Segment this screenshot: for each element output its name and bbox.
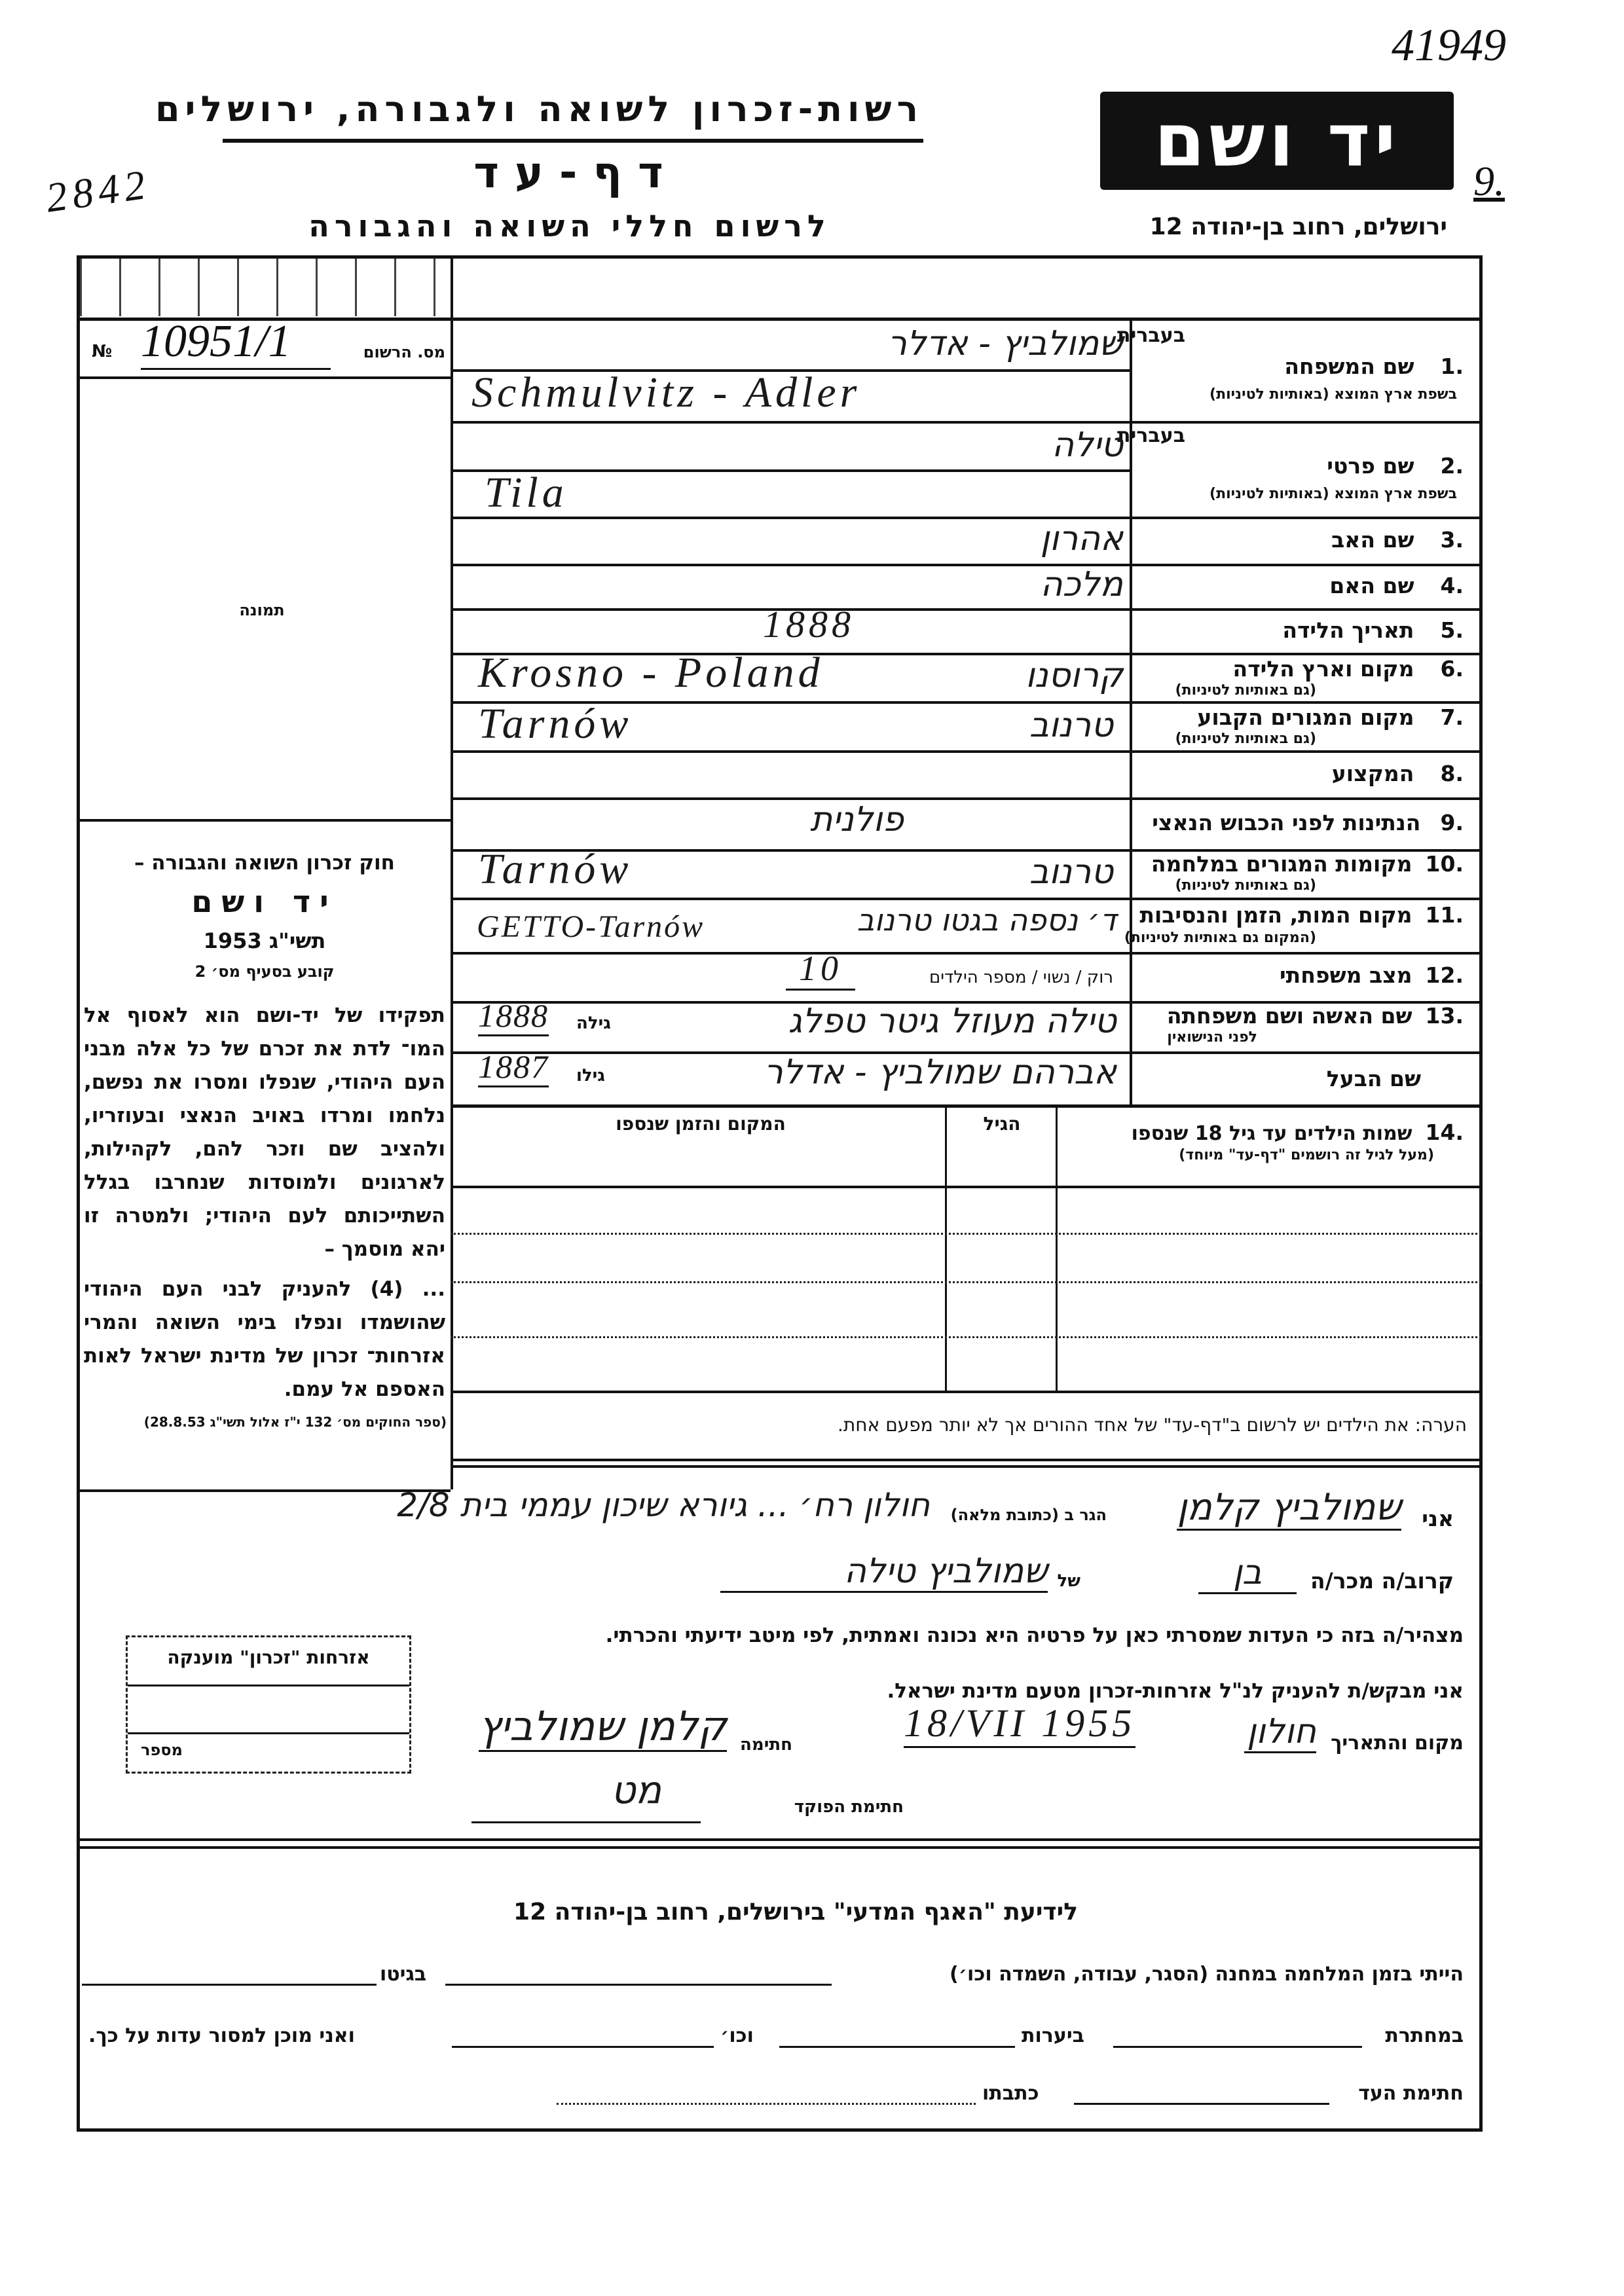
children-place-header: המקום והזמן שנספו	[616, 1113, 786, 1135]
row-line	[451, 1104, 1481, 1108]
field-5-number: .5	[1440, 617, 1464, 643]
nationality: פולנית	[810, 800, 904, 839]
field-4-text: שם האם	[1329, 573, 1414, 598]
field-2-text: שם פרטי	[1327, 453, 1414, 479]
law-citation: (ספר החוקים מס׳ 132 י"ז אלול תשי"ג 28.8.53)	[143, 1414, 447, 1430]
birthplace-latin: Krosno - Poland	[478, 649, 824, 697]
given-name-latin: Tila	[485, 469, 568, 517]
witness-signature-line	[1074, 2103, 1329, 2105]
etc-line	[452, 2046, 714, 2048]
field-1-number: .1	[1440, 354, 1464, 379]
children-names-sub: (מעל לגיל זה רושמים "דף-עד" מיוחד)	[1179, 1147, 1434, 1163]
organization-name: רשות-זכרון לשואה ולגבורה, ירושלים	[155, 88, 923, 130]
row-line	[451, 608, 1481, 611]
declaration-statement: מצהיר/ה בזה כי העדות שמסרתי כאן על פרטיה היא נכונה ואמתית, לפי מיטב ידיעתי והכרתי.	[605, 1624, 1464, 1647]
law-clause: קובע בסעיף מס׳ 2	[194, 962, 335, 981]
row-line	[451, 797, 1481, 800]
field-6-text: מקום וארץ הלידה	[1232, 656, 1414, 682]
row-line	[451, 750, 1481, 753]
husband-birth-year: 1887	[478, 1048, 549, 1087]
field-1-hebrew-header: בעברית	[1117, 324, 1185, 347]
wife-name: טילה מעוזל גיטר טפלג	[788, 1002, 1116, 1041]
death-place-latin: GETTO-Tarnów	[477, 909, 705, 944]
citizenship-request: אני מבקש/ת להעניק לנ"ל אזרחות-זכרון מטעם מדינת ישראל.	[887, 1679, 1464, 1703]
ghetto-label: בגיטו	[380, 1963, 427, 1986]
signature-label: חתימה	[740, 1735, 792, 1755]
field-9-text: הנתינות לפני הכבוש הנאצי	[1152, 810, 1421, 835]
field-11-sublabel: (המקום גם באותיות לטיניות)	[1124, 930, 1316, 946]
law-title: חוק זכרון השואה והגבורה –	[134, 851, 395, 875]
left-column-divider	[451, 318, 453, 1489]
field-3-text: שם האב	[1331, 527, 1414, 553]
children-row-line	[451, 1281, 1481, 1283]
children-row-line	[451, 1186, 1481, 1188]
field-12-number: .12	[1425, 962, 1464, 988]
law-box-bottom	[77, 1489, 451, 1492]
children-age-col-left	[945, 1104, 947, 1391]
birth-date: 1888	[763, 603, 855, 646]
row-line	[451, 952, 1481, 955]
signing-place: חולון	[1244, 1712, 1316, 1753]
field-10-label	[1151, 851, 1464, 877]
field-6-label	[1233, 656, 1464, 682]
logo-text: יד ושם	[1154, 98, 1400, 183]
address-label: הגר ב (כתובת מלאה)	[950, 1506, 1107, 1524]
ready-to-testify-label: ואני מוכן למסור עדות על כך.	[88, 2024, 355, 2047]
marital-status-options: רוק / נשוי / מספר הילדים	[929, 968, 1113, 987]
law-body-2: ... (4) להעניק לבני העם היהודי שהושמדו ונפלו בימי השואה והמרי אזרחות־ זכרון של מדינת ישראל לאות האספם אל עמם.	[84, 1277, 445, 1401]
declarant-signature: קלמן שמולביץ	[479, 1702, 727, 1752]
inspector-signature: מט	[610, 1768, 661, 1812]
section-double-line	[77, 1846, 1481, 1849]
declarant-label: אני	[1422, 1506, 1454, 1531]
surname-hebrew: שמולביץ - אדלר	[887, 324, 1123, 363]
field-13-text: שם האשה ושם משפחתה	[1166, 1003, 1412, 1029]
field-1-sublabel: בשפת ארץ המוצא (באותיות לטיניות)	[1209, 386, 1457, 403]
husband-name: אברהם שמולביץ - אדלר	[764, 1053, 1116, 1092]
field-8-number: .8	[1440, 761, 1464, 786]
field-7-number: .7	[1440, 704, 1464, 730]
field-10-number: .10	[1425, 851, 1464, 877]
field-13-label	[1167, 1003, 1464, 1029]
field-10-text: מקומות המגורים במלחמה	[1151, 851, 1412, 877]
field-8-label	[1332, 761, 1464, 786]
law-name: יד ושם	[191, 884, 338, 919]
camp-label: הייתי בזמן המלחמה במחנה (הסגר, עבודה, השמדה וכו׳)	[950, 1963, 1464, 1986]
field-1-label	[1284, 354, 1464, 379]
field-3-label	[1331, 527, 1464, 553]
surname-latin: Schmulvitz - Adler	[471, 369, 861, 416]
row-line	[451, 517, 1481, 519]
scientific-dept-heading: לידיעת "האגף המדעי" בירושלים, רחוב בן-יהודה 12	[513, 1899, 1078, 1925]
witness-address-label: כתבתו	[982, 2082, 1039, 2105]
children-note: הערה: את הילדים יש לרשום ב"דף-עד" של אחד ההורים אך לא יותר מפעם אחת.	[837, 1414, 1467, 1436]
declarant-name: שמולביץ קלמן	[1177, 1486, 1401, 1531]
field-14-number: .14	[1425, 1120, 1464, 1145]
row-line	[451, 898, 1481, 900]
given-name-hebrew: טילה	[1052, 426, 1123, 465]
field-4-label	[1329, 573, 1464, 598]
children-count: 10	[786, 948, 855, 991]
children-age-header: הגיל	[983, 1113, 1021, 1135]
forests-line	[779, 2046, 1015, 2048]
citizenship-stamp	[126, 1635, 411, 1774]
field-12-text: מצב משפחתי	[1279, 962, 1412, 988]
residence-latin: Tarnów	[478, 700, 633, 748]
relation-label: קרוב/ה מכר/ה	[1310, 1568, 1454, 1594]
stamp-title: אזרחות "זכרון" מוענקה	[167, 1647, 370, 1668]
form-title: דף-עד	[473, 147, 679, 198]
photo-area	[80, 380, 448, 817]
side-number: 2842	[43, 160, 154, 221]
law-excerpt	[84, 851, 445, 1406]
field-2-sublabel: בשפת ארץ המוצא (באותיות לטיניות)	[1209, 486, 1457, 502]
field-6-sublabel: (גם באותיות לטיניות)	[1175, 682, 1316, 699]
field-5-label	[1282, 617, 1464, 643]
stub-divider	[451, 255, 453, 318]
field-14-text: שמות הילדים עד גיל 18 שנספו	[1131, 1122, 1412, 1145]
wife-age-label: גילה	[576, 1013, 611, 1033]
law-body-1: תפקידו של יד-ושם הוא לאסוף אל המו־ לדת את זכרם של כל אלה מבני העם היהודי, שנפלו ומסרו את נפשם, נלחמו ומרדו באויב הנאצי ובעוזריו, ולהציב שם וזכר להם, לקהילות, לארגונים ולמוסדות שנחרבו בגלל השתייכותם לעם היהודי; ולמטרה זו יהא מוסמך –	[84, 1004, 445, 1261]
inspector-signature-label: חתימת הפוקד	[794, 1797, 904, 1817]
witness-signature-label: חתימת העד	[1358, 2082, 1464, 2105]
stamp-line-2	[128, 1732, 409, 1734]
field-7-text: מקום המגורים הקבוע	[1197, 704, 1414, 730]
spouse-label: שם הבעל	[1326, 1066, 1421, 1091]
field-11-number: .11	[1425, 902, 1464, 928]
birthplace-hebrew: קרוסנו	[1025, 656, 1123, 695]
record-number-label: מס. הרשום	[363, 343, 445, 361]
field-2-label	[1327, 453, 1464, 479]
row-line	[451, 421, 1481, 424]
residence-hebrew: טרנוב	[1029, 706, 1113, 745]
field-7-label	[1197, 704, 1464, 730]
etc-label: וכו׳	[720, 2024, 754, 2047]
relation-of-name: שמולביץ טילה	[720, 1552, 1048, 1593]
field-13-sublabel: לפני הנישואין	[1167, 1029, 1257, 1046]
children-age-col-right	[1056, 1104, 1058, 1391]
field-11-label	[1139, 902, 1464, 928]
archive-number: 41949	[1392, 20, 1506, 71]
children-names-header	[1132, 1120, 1464, 1145]
children-row-line	[451, 1391, 1481, 1393]
field-2-number: .2	[1440, 453, 1464, 479]
header-underline	[223, 139, 923, 143]
record-row-line	[77, 376, 451, 379]
field-2-hebrew-header: בעברית	[1117, 424, 1185, 447]
wartime-residence-hebrew: טרנוב	[1029, 852, 1113, 892]
field-6-number: .6	[1440, 656, 1464, 682]
note-double-line	[451, 1465, 1481, 1468]
field-4-number: .4	[1440, 573, 1464, 598]
wife-birth-year: 1888	[478, 996, 549, 1036]
field-1-text: שם המשפחה	[1284, 354, 1414, 379]
field-11-text: מקום המות, הזמן והנסיבות	[1139, 902, 1412, 928]
declarant-address: חולון רח׳ ... גיורא שיכון עממי בית 2/8	[397, 1486, 930, 1524]
forests-label: ביערות	[1022, 2024, 1084, 2047]
header-address: ירושלים, רחוב בן-יהודה 12	[1149, 213, 1447, 240]
of-label: של	[1057, 1571, 1080, 1591]
children-row-line	[451, 1233, 1481, 1235]
field-13-number: .13	[1425, 1003, 1464, 1029]
photo-label: תמונה	[239, 601, 285, 619]
field-8-text: המקצוע	[1331, 761, 1414, 786]
stub-ruler	[80, 259, 451, 316]
field-10-sublabel: (גם באותיות לטיניות)	[1175, 877, 1316, 894]
signing-date: 18/VII 1955	[904, 1701, 1135, 1748]
field-7-sublabel: (גם באותיות לטיניות)	[1175, 731, 1316, 747]
witness-address-line	[557, 2103, 976, 2105]
ghetto-line	[82, 1984, 377, 1986]
stamp-number-label: מספר	[141, 1741, 183, 1759]
children-row-line	[451, 1336, 1481, 1338]
place-date-label: מקום והתאריך	[1331, 1732, 1464, 1755]
law-year: תשי"ג 1953	[203, 928, 326, 953]
field-9-number: .9	[1440, 810, 1464, 835]
inspector-signature-line	[471, 1821, 701, 1823]
husband-age-label: גילו	[576, 1066, 605, 1085]
yad-vashem-logo	[1100, 92, 1454, 190]
death-place-hebrew: ד׳ נספה בגטו טרנוב	[857, 902, 1116, 938]
relation-value: בן	[1198, 1553, 1297, 1594]
field-9-label	[1152, 810, 1464, 835]
record-number: 10951/1	[141, 316, 331, 370]
camp-line	[445, 1984, 832, 1986]
section-double-line	[77, 1838, 1481, 1841]
field-12-label	[1280, 962, 1464, 988]
mother-name: מלכה	[1040, 565, 1123, 604]
row-line	[451, 564, 1481, 566]
father-name: אהרון	[1040, 519, 1123, 558]
photo-bottom-line	[77, 819, 451, 822]
wartime-residence-latin: Tarnów	[478, 845, 633, 893]
underground-label: במחתרת	[1385, 2024, 1464, 2047]
record-prefix: №	[92, 342, 113, 361]
form-subtitle: לרשום חללי השואה והגבורה	[308, 208, 831, 244]
field-3-number: .3	[1440, 527, 1464, 553]
page-mark: 9.	[1473, 158, 1505, 204]
underground-line	[1113, 2046, 1362, 2048]
stamp-line-1	[128, 1685, 409, 1686]
field-5-text: תאריך הלידה	[1282, 617, 1414, 643]
note-double-line	[451, 1459, 1481, 1461]
